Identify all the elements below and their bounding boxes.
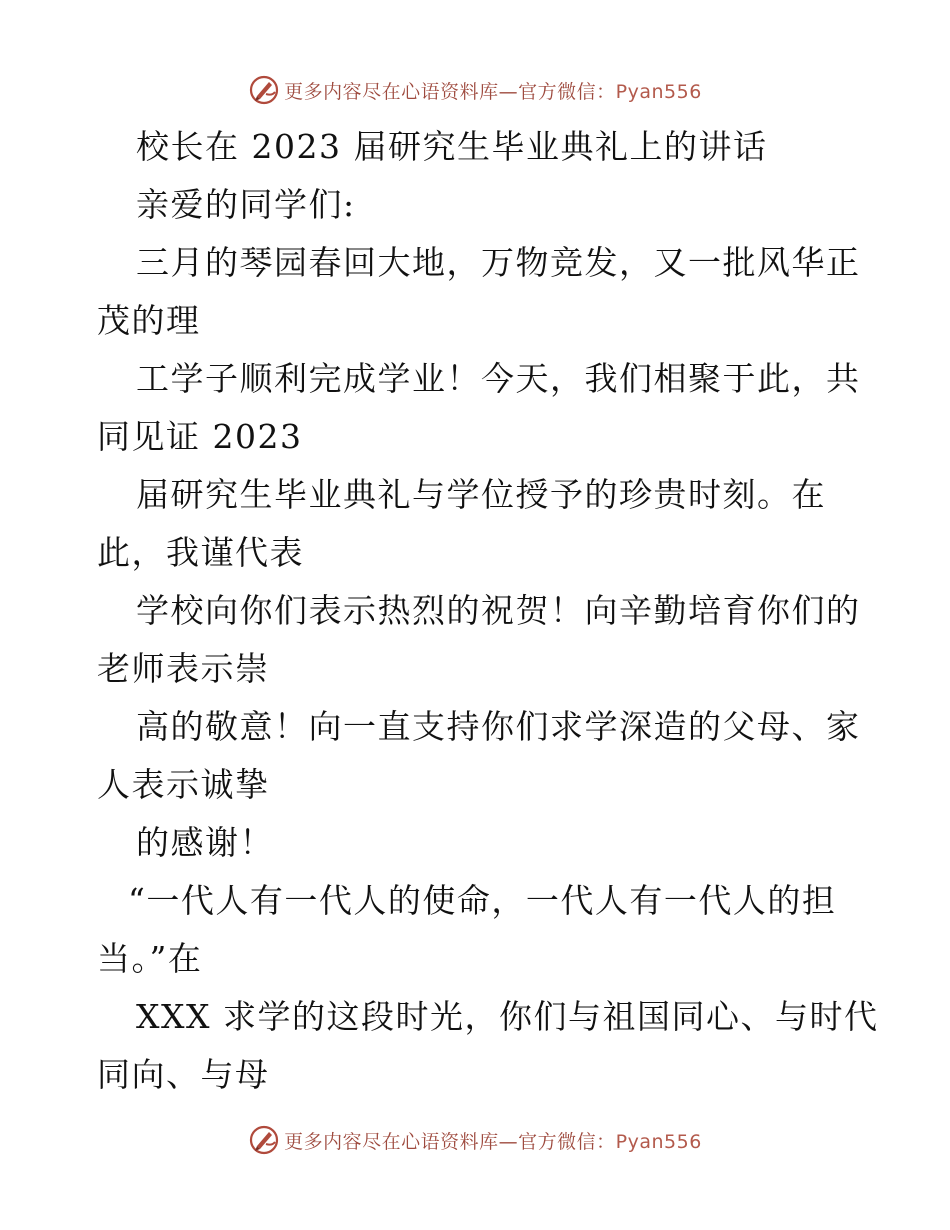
paragraph-line: 三月的琴园春回大地，万物竞发，又一批风华正 (136, 243, 861, 282)
watermark-text: 更多内容尽在心语资料库—官方微信：Pyan556 (284, 1130, 702, 1153)
paragraph-line: 人表示诚挚 (97, 765, 270, 804)
footer-watermark (0, 1120, 950, 1160)
paragraph-line: 届研究生毕业典礼与学位授予的珍贵时刻。在 (136, 475, 826, 514)
paragraph-line: 老师表示崇 (97, 649, 270, 688)
paragraph-line: 同向、与母 (97, 1055, 270, 1094)
paragraph-line: 学校向你们表示热烈的祝贺！向辛勤培育你们的 (136, 591, 861, 630)
paragraph-line: 当。”在 (97, 939, 203, 978)
paragraph-line: 此，我谨代表 (97, 533, 304, 572)
paragraph-line: 同见证 2023 (97, 417, 303, 456)
watermark-wechat-id: Pyan556 (615, 80, 702, 103)
paragraph-line: 工学子顺利完成学业！今天，我们相聚于此，共 (136, 359, 861, 398)
watermark-text: 更多内容尽在心语资料库—官方微信：Pyan556 (284, 80, 702, 103)
document-title: 校长在 2023 届研究生毕业典礼上的讲话 (136, 127, 768, 166)
paragraph-line: 的感谢！ (136, 823, 274, 862)
paragraph-line: XXX 求学的这段时光，你们与祖国同心、与时代 (136, 997, 879, 1036)
paragraph-line: 高的敬意！向一直支持你们求学深造的父母、家 (136, 707, 861, 746)
pen-logo-icon (248, 1124, 280, 1156)
paragraph-line: 亲爱的同学们: (136, 185, 356, 224)
paragraph-line: “一代人有一代人的使命，一代人有一代人的担 (128, 881, 837, 920)
watermark-wechat-id: Pyan556 (615, 1130, 702, 1153)
pen-logo-icon (248, 74, 280, 106)
paragraph-line: 茂的理 (97, 301, 201, 340)
header-watermark (0, 70, 950, 110)
